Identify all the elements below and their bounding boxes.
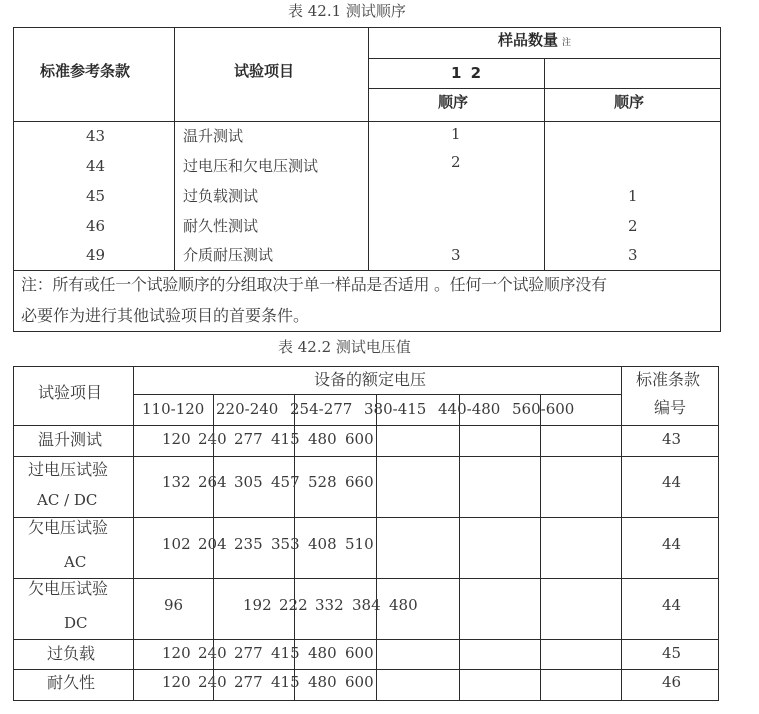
- row-item: 过负载: [47, 644, 96, 663]
- row-value: 192: [243, 596, 272, 614]
- row-item-sub: AC: [64, 553, 87, 571]
- row-value: 240: [198, 673, 227, 691]
- sample-count-label: 样品数量: [498, 31, 559, 49]
- voltage-range: 560-600: [512, 400, 575, 418]
- row-item-sub: AC / DC: [37, 491, 98, 509]
- row-item: 欠电压试验: [28, 579, 109, 598]
- sample-note-mark: 注: [562, 38, 572, 48]
- table2-header-clause-line2: 编号: [654, 398, 687, 417]
- row-value: 528: [308, 473, 337, 491]
- table1-header-item: 试验项目: [234, 62, 295, 80]
- row-value: 415: [271, 644, 300, 662]
- row-value: 277: [234, 430, 263, 448]
- voltage-range: 254-277: [290, 400, 353, 418]
- voltage-range: 110-120: [142, 400, 205, 418]
- row-value: 120: [162, 673, 191, 691]
- row-clause: 43: [86, 127, 106, 145]
- row-clause: 44: [662, 596, 682, 614]
- row-item: 温升测试: [183, 127, 244, 145]
- row-value: 102: [162, 535, 191, 553]
- row-value: 277: [234, 673, 263, 691]
- row-value: 480: [389, 596, 418, 614]
- row-seq-a: 3: [451, 246, 461, 264]
- row-value: 600: [345, 673, 374, 691]
- row-item: 欠电压试验: [28, 518, 109, 537]
- row-seq-b: 2: [628, 217, 638, 235]
- row-item: 过负载测试: [183, 187, 259, 205]
- row-item: 介质耐压测试: [183, 246, 274, 264]
- row-clause: 45: [86, 187, 106, 205]
- row-value: 384: [352, 596, 381, 614]
- row-clause: 44: [662, 535, 682, 553]
- table2-header-clause-line1: 标准条款: [636, 370, 701, 389]
- table1-header-seq-b: 顺序: [614, 93, 645, 111]
- row-item: 耐久性测试: [183, 217, 259, 235]
- table1-caption: 表 42.1 测试顺序: [288, 2, 406, 20]
- table1-header-sample-count: [498, 33, 571, 48]
- row-seq-a: 1: [451, 125, 461, 143]
- row-value: 457: [271, 473, 300, 491]
- row-value: 96: [164, 596, 184, 614]
- voltage-range: 440-480: [438, 400, 501, 418]
- row-clause: 49: [86, 246, 106, 264]
- row-clause: 46: [662, 673, 682, 691]
- row-value: 305: [234, 473, 263, 491]
- row-value: 510: [345, 535, 374, 553]
- row-clause: 44: [662, 473, 682, 491]
- row-item: 温升测试: [38, 430, 103, 449]
- row-value: 415: [271, 430, 300, 448]
- row-value: 660: [345, 473, 374, 491]
- table1-header-sample-numbers: 1 2: [451, 64, 484, 82]
- row-value: 264: [198, 473, 227, 491]
- row-value: 132: [162, 473, 191, 491]
- row-clause: 46: [86, 217, 106, 235]
- table1-header-seq-a: 顺序: [438, 93, 469, 111]
- row-item: 过电压和欠电压测试: [183, 157, 319, 175]
- row-seq-b: 3: [628, 246, 638, 264]
- row-value: 480: [308, 673, 337, 691]
- voltage-range: 380-415: [364, 400, 427, 418]
- table2-caption: 表 42.2 测试电压值: [278, 338, 411, 356]
- row-value: 480: [308, 430, 337, 448]
- row-clause: 44: [86, 157, 106, 175]
- row-value: 600: [345, 430, 374, 448]
- row-item: 过电压试验: [28, 460, 109, 479]
- row-seq-a: 2: [451, 153, 461, 171]
- row-clause: 43: [662, 430, 682, 448]
- row-value: 353: [271, 535, 300, 553]
- row-value: 277: [234, 644, 263, 662]
- row-value: 240: [198, 644, 227, 662]
- row-value: 332: [315, 596, 344, 614]
- row-value: 480: [308, 644, 337, 662]
- row-item: 耐久性: [47, 673, 96, 692]
- row-value: 120: [162, 430, 191, 448]
- row-value: 204: [198, 535, 227, 553]
- table1-header-clause: 标准参考条款: [40, 62, 131, 80]
- table1-note-line1: 注：所有或任一个试验顺序的分组取决于单一样品是否适用 。任何一个试验顺序没有: [21, 275, 607, 294]
- row-item-sub: DC: [64, 614, 88, 632]
- table2-header-rated-voltage: 设备的额定电压: [314, 370, 427, 389]
- row-value: 240: [198, 430, 227, 448]
- row-value: 408: [308, 535, 337, 553]
- table2-header-item: 试验项目: [38, 383, 103, 402]
- voltage-range: 220-240: [216, 400, 279, 418]
- row-seq-b: 1: [628, 187, 638, 205]
- table1-note-line2: 必要作为进行其他试验项目的首要条件。: [21, 306, 310, 325]
- row-value: 120: [162, 644, 191, 662]
- row-value: 222: [279, 596, 308, 614]
- row-clause: 45: [662, 644, 682, 662]
- row-value: 235: [234, 535, 263, 553]
- row-value: 415: [271, 673, 300, 691]
- row-value: 600: [345, 644, 374, 662]
